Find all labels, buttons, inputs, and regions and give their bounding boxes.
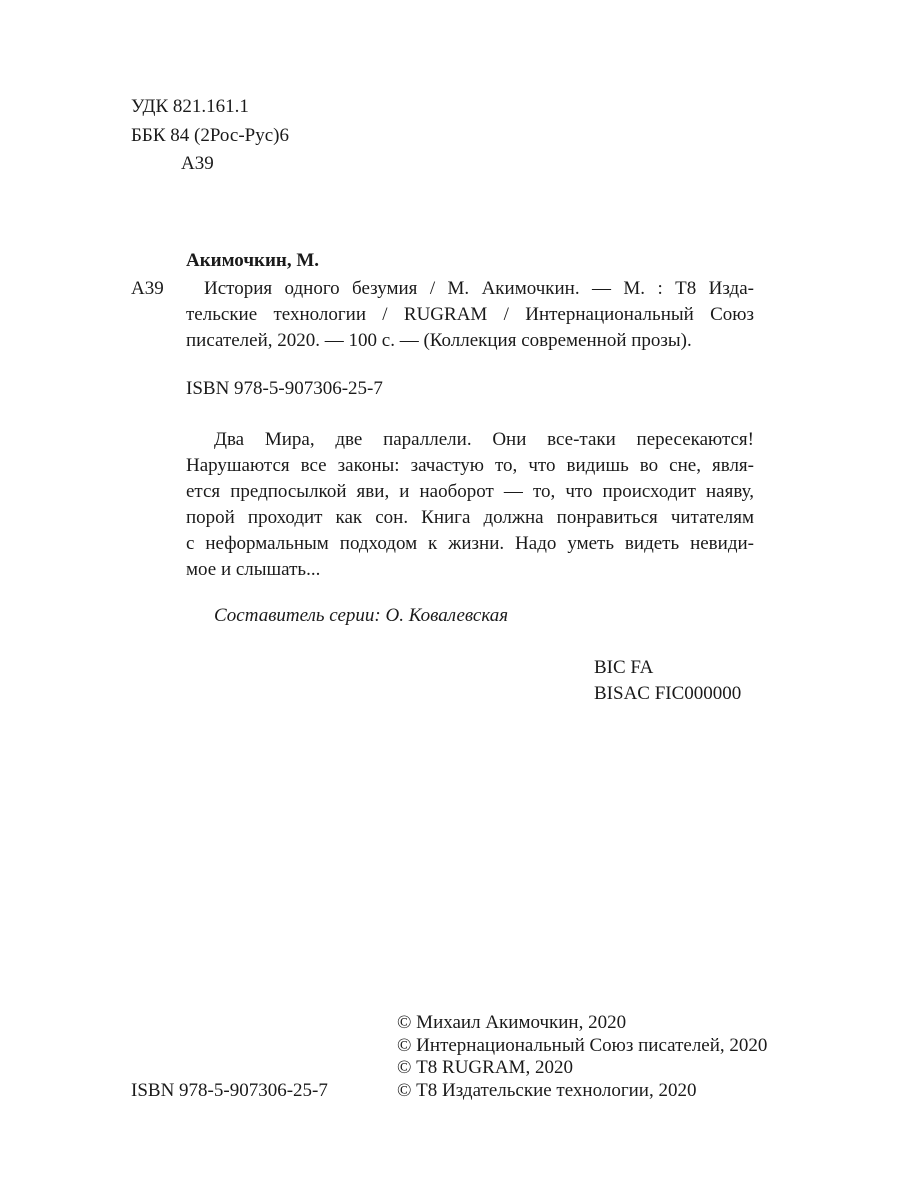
copyright-line: © Т8 Издательские технологии, 2020 — [397, 1080, 697, 1101]
author-name: Акимочкин, М. — [186, 250, 320, 271]
bibliographic-record — [186, 276, 754, 354]
series-compiler: Составитель серии: О. Ковалевская — [214, 605, 509, 626]
annotation-line: мое и слышать... — [186, 559, 321, 580]
bisac-code: BISAC FIC000000 — [594, 683, 742, 704]
udk-code: УДК 821.161.1 — [131, 96, 249, 117]
isbn-top: ISBN 978-5-907306-25-7 — [186, 378, 383, 399]
annotation-line: порой проходит как сон. Книга должна понравиться читателям — [186, 507, 754, 528]
annotation-line: ется предпосылкой яви, и наоборот — то, что происходит наяву, — [186, 481, 754, 502]
copyright-line: © Михаил Акимочкин, 2020 — [397, 1012, 627, 1033]
record-line-1: История одного безумия / М. Акимочкин. — М. : Т8 Изда- — [204, 278, 754, 299]
bbk-code: ББК 84 (2Рос-Рус)6 — [131, 125, 289, 146]
copyright-line: © Т8 RUGRAM, 2020 — [397, 1057, 573, 1078]
annotation-line: Два Мира, две параллели. Они все-таки пересекаются! — [214, 429, 754, 450]
copyright-line: © Интернациональный Союз писателей, 2020 — [397, 1035, 768, 1056]
record-line-2: тельские технологии / RUGRAM / Интернациональный Союз — [186, 304, 754, 325]
annotation — [186, 427, 754, 583]
record-author-mark: А39 — [131, 278, 164, 299]
bic-code: BIC FA — [594, 657, 654, 678]
record-line-3: писателей, 2020. — 100 с. — (Коллекция современной прозы). — [186, 330, 692, 351]
isbn-bottom: ISBN 978-5-907306-25-7 — [131, 1080, 328, 1101]
author-mark: А39 — [181, 153, 214, 174]
annotation-line: с неформальным подходом к жизни. Надо уметь видеть невиди- — [186, 533, 754, 554]
annotation-line: Нарушаются все законы: зачастую то, что видишь во сне, явля- — [186, 455, 754, 476]
